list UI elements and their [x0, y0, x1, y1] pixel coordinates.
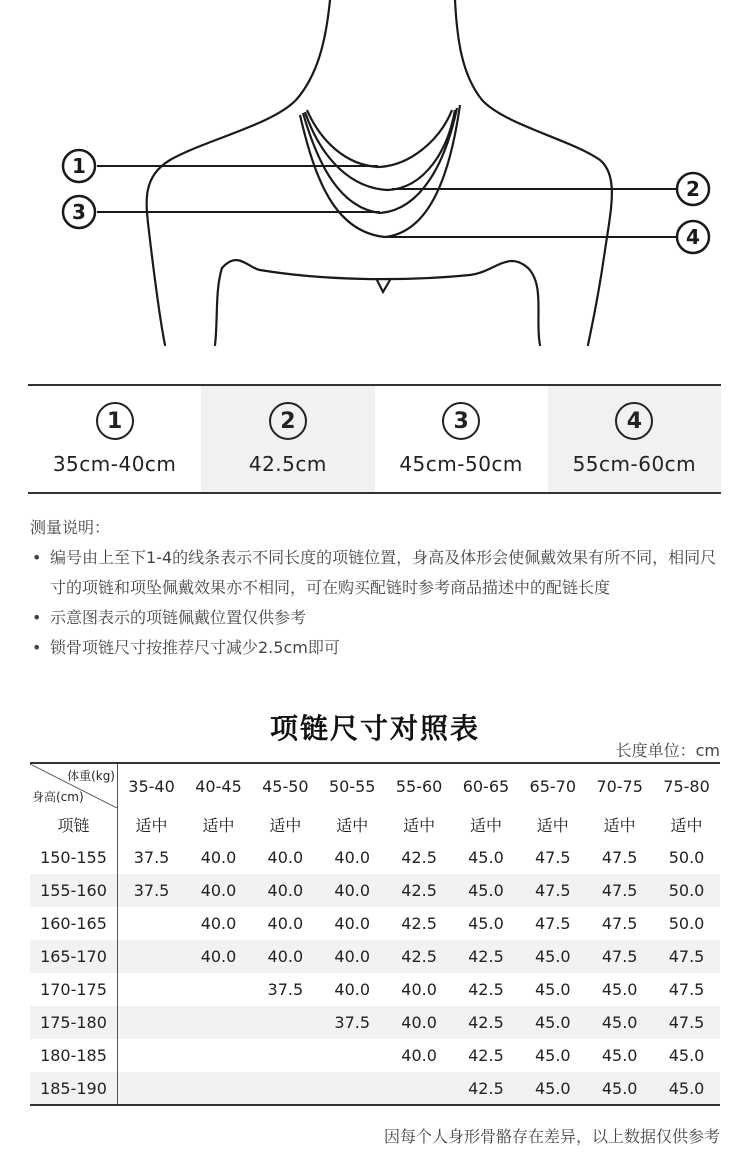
necklace-position-illustration — [0, 0, 750, 350]
length-cell: 40.0 — [386, 1006, 453, 1039]
table-row — [30, 841, 720, 874]
legend-number-3: 3 — [442, 402, 480, 440]
fit-row-label: 项链 — [30, 808, 118, 841]
height-range-cell: 165-170 — [30, 940, 118, 973]
length-cell: 45.0 — [586, 1072, 653, 1105]
length-cell: 42.5 — [468, 980, 504, 999]
length-cell — [118, 973, 186, 1006]
length-cell — [118, 907, 186, 940]
length-cell: 40.0 — [401, 980, 437, 999]
legend-cell-4 — [548, 386, 721, 492]
table-row — [30, 940, 720, 973]
length-cell — [185, 1006, 252, 1039]
length-cell — [118, 1006, 186, 1039]
length-cell: 42.5 — [401, 848, 437, 867]
weight-header-row — [30, 763, 720, 808]
length-cell — [118, 1072, 186, 1105]
length-cell: 40.0 — [334, 848, 371, 867]
callout-label-2: 2 — [686, 177, 700, 201]
length-cell: 45.0 — [534, 980, 571, 999]
weight-header-cell: 55-60 — [395, 776, 443, 796]
weight-header-cell: 35-40 — [128, 776, 175, 796]
table-row — [30, 874, 720, 907]
length-cell — [252, 1039, 319, 1072]
height-range-cell: 170-175 — [30, 973, 118, 1006]
weight-header-cell: 40-45 — [195, 776, 242, 796]
length-cell: 47.5 — [534, 914, 571, 933]
table-row — [30, 907, 720, 940]
notes-title: 测量说明： — [30, 518, 111, 537]
note-item: • 编号由上至下1-4的线条表示不同长度的项链位置，身高及体形会使佩戴效果有所不同，相同尺寸的项链和项坠佩戴效果亦不相同，可在购买配链时参考商品描述中的配链长度 — [30, 543, 730, 603]
length-cell: 42.5 — [453, 940, 520, 973]
length-cell: 40.0 — [267, 914, 304, 933]
length-cell: 42.5 — [468, 1046, 504, 1065]
length-cell: 45.0 — [519, 1072, 586, 1105]
legend-length-1: 35cm-40cm — [52, 452, 177, 476]
length-cell: 40.0 — [200, 848, 237, 867]
length-cell: 40.0 — [252, 940, 319, 973]
height-range-cell: 155-160 — [30, 874, 118, 907]
height-range-cell: 185-190 — [30, 1072, 118, 1105]
notes-list — [30, 543, 730, 663]
corner-cell — [30, 763, 118, 808]
legend-number-1: 1 — [96, 402, 134, 440]
fit-cell: 适中 — [135, 816, 168, 835]
fit-row — [30, 808, 720, 841]
length-cell: 45.0 — [468, 848, 504, 867]
legend-cell-1 — [28, 386, 201, 492]
weight-header-cell: 50-55 — [328, 776, 376, 796]
length-cell: 45.0 — [534, 1046, 571, 1065]
length-cell: 50.0 — [653, 874, 720, 907]
length-cell: 40.0 — [252, 874, 319, 907]
fit-cell: 适中 — [536, 816, 569, 835]
length-cell: 40.0 — [319, 940, 386, 973]
table-row — [30, 1039, 720, 1072]
weight-header-cell: 75-80 — [663, 776, 710, 796]
corner-height-label: 身高(cm) — [32, 790, 84, 804]
length-cell: 47.5 — [519, 874, 586, 907]
legend-cell-3 — [375, 386, 548, 492]
footer-disclaimer: 因每个人身形骨骼存在差异，以上数据仅供参考 — [383, 1127, 720, 1146]
length-cell: 45.0 — [453, 874, 520, 907]
height-range-cell: 180-185 — [30, 1039, 118, 1072]
length-cell: 50.0 — [668, 848, 705, 867]
fit-cell: 适中 — [469, 816, 502, 835]
table-row — [30, 1006, 720, 1039]
length-cell: 40.0 — [319, 874, 386, 907]
length-cell: 45.0 — [519, 940, 586, 973]
length-cell: 42.5 — [453, 1072, 520, 1105]
legend-length-3: 45cm-50cm — [399, 452, 523, 476]
length-cell: 40.0 — [200, 914, 237, 933]
length-cell — [319, 1072, 386, 1105]
height-range-cell: 150-155 — [30, 841, 118, 874]
length-cell: 47.5 — [601, 848, 638, 867]
unit-label: 长度单位：cm — [615, 741, 720, 760]
length-cell: 37.5 — [133, 848, 170, 867]
length-cell — [319, 1039, 386, 1072]
length-cell: 42.5 — [386, 874, 453, 907]
weight-header-cell: 45-50 — [262, 776, 309, 796]
length-cell — [185, 1072, 252, 1105]
length-cell: 45.0 — [468, 914, 504, 933]
length-cell — [185, 973, 252, 1006]
size-chart-title: 项链尺寸对照表 — [269, 712, 480, 745]
fit-cell: 适中 — [202, 816, 235, 835]
corner-weight-label: 体重(kg) — [67, 769, 115, 783]
length-cell — [252, 1006, 319, 1039]
length-cell — [386, 1072, 453, 1105]
callout-label-3: 3 — [72, 200, 86, 224]
legend-cell-2 — [201, 386, 374, 492]
fit-cell: 适中 — [670, 816, 703, 835]
weight-header-cell: 60-65 — [462, 776, 510, 796]
length-cell: 47.5 — [668, 980, 705, 999]
length-cell: 45.0 — [601, 1046, 638, 1065]
legend-number-2: 2 — [269, 402, 307, 440]
height-range-cell: 175-180 — [30, 1006, 118, 1039]
length-cell: 40.0 — [334, 980, 371, 999]
length-cell: 40.0 — [401, 1046, 437, 1065]
length-legend — [28, 384, 721, 494]
length-cell: 47.5 — [534, 848, 571, 867]
length-cell: 42.5 — [401, 914, 437, 933]
length-cell: 40.0 — [185, 940, 252, 973]
callout-label-1: 1 — [72, 154, 86, 178]
length-cell: 50.0 — [668, 914, 705, 933]
length-cell: 47.5 — [601, 914, 638, 933]
necklace-line-2 — [305, 110, 455, 190]
length-cell: 45.0 — [519, 1006, 586, 1039]
note-item: • 锁骨项链尺寸按推荐尺寸减少2.5cm即可 — [30, 633, 730, 663]
weight-header-cell: 65-70 — [529, 776, 577, 796]
length-cell: 40.0 — [185, 874, 252, 907]
height-range-cell: 160-165 — [30, 907, 118, 940]
fit-cell: 适中 — [603, 816, 636, 835]
length-cell: 40.0 — [267, 848, 304, 867]
length-cell: 47.5 — [653, 940, 720, 973]
length-cell: 37.5 — [267, 980, 304, 999]
table-row — [30, 1072, 720, 1105]
legend-number-4: 4 — [615, 402, 653, 440]
length-cell: 37.5 — [118, 874, 186, 907]
legend-length-2: 42.5cm — [248, 452, 327, 476]
length-cell: 45.0 — [586, 1006, 653, 1039]
length-cell — [185, 1039, 252, 1072]
fit-cell: 适中 — [269, 816, 302, 835]
fit-cell: 适中 — [403, 816, 436, 835]
length-cell: 45.0 — [601, 980, 638, 999]
fit-cell: 适中 — [336, 816, 369, 835]
length-cell: 47.5 — [586, 940, 653, 973]
length-cell: 37.5 — [319, 1006, 386, 1039]
legend-length-4: 55cm-60cm — [572, 452, 697, 476]
callout-label-4: 4 — [686, 225, 700, 249]
length-cell: 47.5 — [653, 1006, 720, 1039]
table-row — [30, 973, 720, 1006]
length-cell — [118, 1039, 186, 1072]
length-cell: 47.5 — [586, 874, 653, 907]
length-cell — [118, 940, 186, 973]
length-cell: 42.5 — [386, 940, 453, 973]
size-chart-table — [30, 762, 720, 1106]
length-cell: 42.5 — [453, 1006, 520, 1039]
length-cell: 45.0 — [668, 1046, 705, 1065]
measurement-notes — [30, 513, 730, 663]
note-item: • 示意图表示的项链佩戴位置仅供参考 — [30, 603, 730, 633]
weight-header-cell: 70-75 — [596, 776, 643, 796]
length-cell — [252, 1072, 319, 1105]
length-cell: 45.0 — [653, 1072, 720, 1105]
length-cell: 40.0 — [334, 914, 371, 933]
